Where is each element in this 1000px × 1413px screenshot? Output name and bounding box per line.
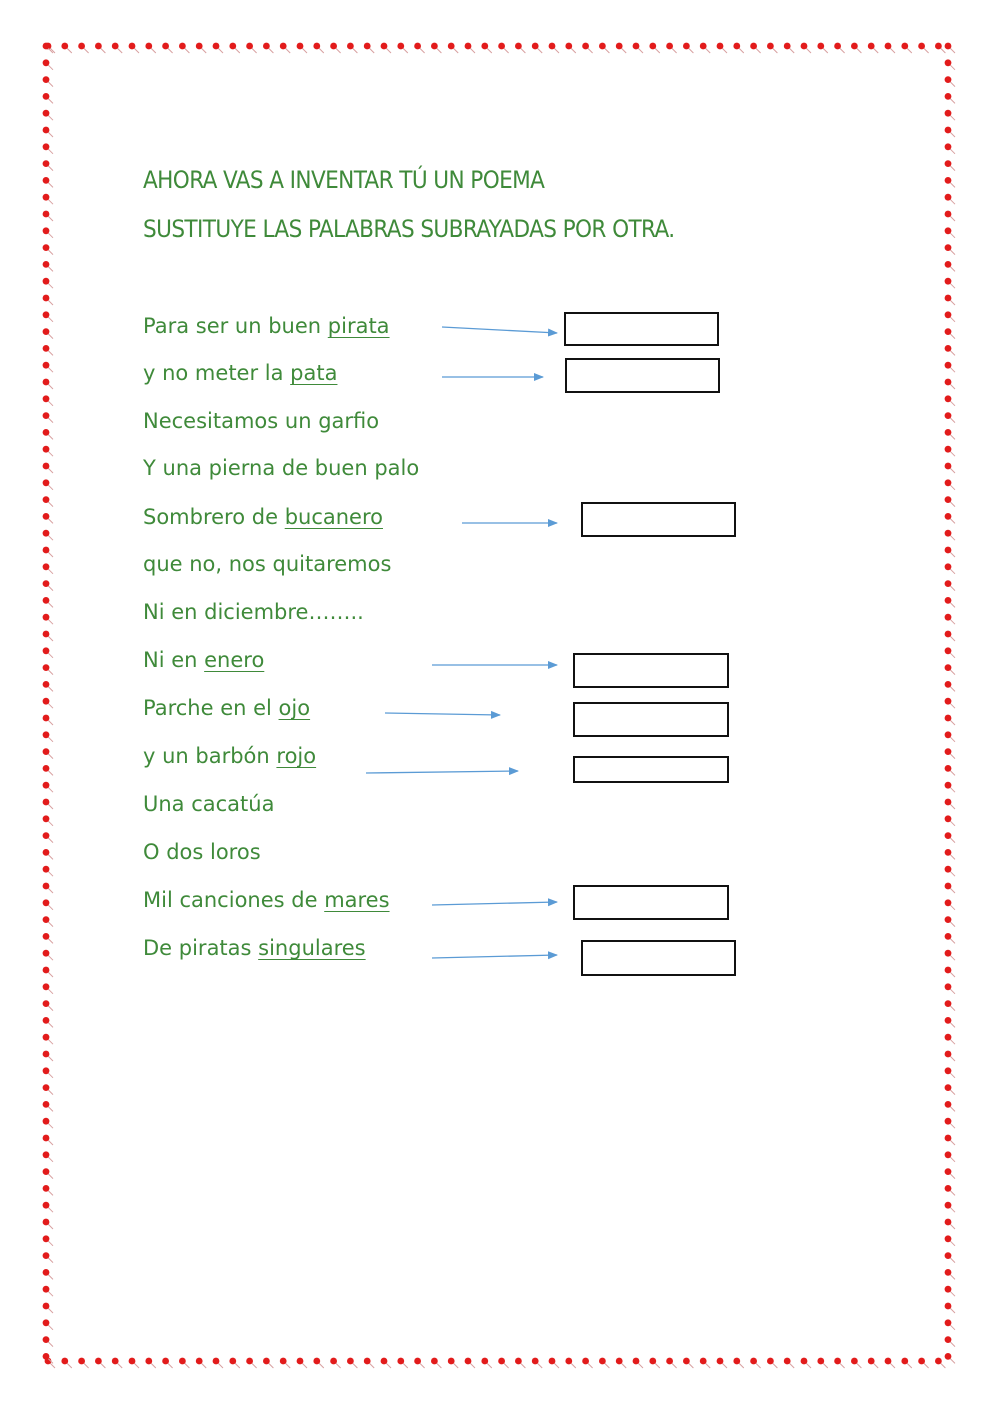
answer-input-singulares[interactable] — [581, 940, 736, 976]
arrow-icon — [432, 955, 557, 958]
answer-input-pirata[interactable] — [564, 312, 719, 346]
poem-line: Parche en el ojo — [143, 696, 311, 720]
poem-line: Ni en diciembre…….. — [143, 600, 364, 624]
poem-line: Sombrero de bucanero — [143, 505, 383, 529]
arrow-icon — [432, 902, 557, 905]
poem-line: y no meter la pata — [143, 361, 338, 385]
answer-input-mares[interactable] — [573, 885, 729, 920]
dotted-border-right — [942, 40, 958, 1372]
answer-input-pata[interactable] — [565, 358, 720, 393]
poem-line: O dos loros — [143, 840, 261, 864]
instruction-subtitle: SUSTITUYE LAS PALABRAS SUBRAYADAS POR OTRA. — [143, 215, 675, 243]
answer-input-rojo[interactable] — [573, 756, 729, 783]
dotted-border-bottom — [42, 1355, 960, 1371]
underlined-word: singulares — [258, 936, 366, 960]
poem-line: Necesitamos un garfio — [143, 409, 380, 433]
answer-input-ojo[interactable] — [573, 702, 729, 737]
dotted-border-top — [42, 40, 960, 56]
poem-line: Mil canciones de mares — [143, 888, 390, 912]
poem-line: y un barbón rojo — [143, 744, 317, 768]
poem-line: Para ser un buen pirata — [143, 314, 390, 338]
underlined-word: bucanero — [284, 505, 383, 529]
arrow-icon — [442, 327, 557, 333]
arrow-icon — [385, 713, 500, 715]
underlined-word: pata — [290, 361, 338, 385]
answer-input-bucanero[interactable] — [581, 502, 736, 537]
poem-line: Y una pierna de buen palo — [143, 456, 420, 480]
poem-line: De piratas singulares — [143, 936, 366, 960]
underlined-word: enero — [204, 648, 265, 672]
arrow-icon — [366, 771, 518, 773]
underlined-word: rojo — [276, 744, 317, 768]
underlined-word: mares — [324, 888, 390, 912]
poem-line: Una cacatúa — [143, 792, 275, 816]
answer-input-enero[interactable] — [573, 653, 729, 688]
underlined-word: pirata — [327, 314, 390, 338]
dotted-border-left — [40, 40, 56, 1372]
instruction-title: AHORA VAS A INVENTAR TÚ UN POEMA — [143, 166, 545, 194]
poem-line: que no, nos quitaremos — [143, 552, 392, 576]
underlined-word: ojo — [278, 696, 311, 720]
poem-line: Ni en enero — [143, 648, 265, 672]
